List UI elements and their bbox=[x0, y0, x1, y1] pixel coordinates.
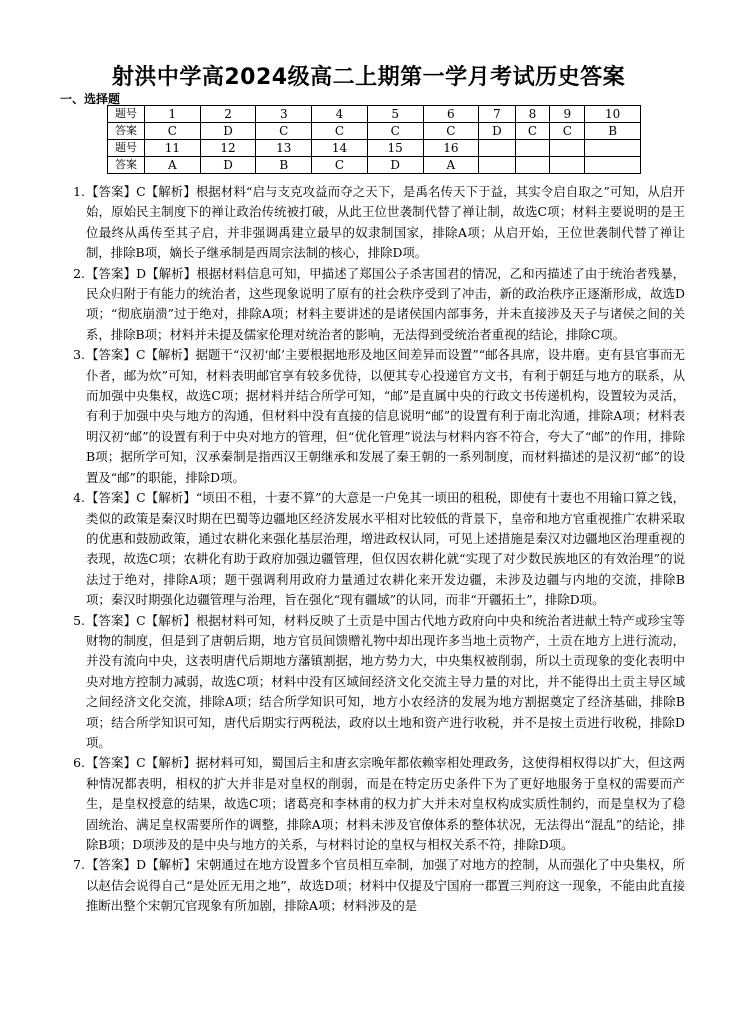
table-cell: D bbox=[200, 157, 256, 174]
table-cell: 5 bbox=[367, 106, 423, 123]
table-cell: D bbox=[200, 123, 256, 140]
item-number: 3. bbox=[73, 347, 85, 363]
table-row bbox=[108, 106, 641, 123]
item-text: 【答案】D【解析】根据材料信息可知，甲描述了郑国公子杀害国君的情况，乙和丙描述了由于统治者残暴，民众归附于有能力的统治者，这些现象说明了原有的社会秩序受到了冲击，新的政治秩序正逐渐形成，故选D项；“彻底崩溃”过于绝对，排除A项；材料主要讲述的是诸侯国内部事务，并未直接涉及天子与诸侯之间的关系，排除B项；材料并未提及儒家伦理对统治者的影响，无法得到受统治者重视的结论，排除C项。 bbox=[86, 265, 685, 342]
table-cell: 11 bbox=[145, 140, 201, 157]
table-cell: A bbox=[145, 157, 201, 174]
table-cell: 7 bbox=[479, 106, 515, 123]
table-cell: 14 bbox=[312, 140, 368, 157]
table-cell: A bbox=[423, 157, 479, 174]
table-row bbox=[108, 157, 641, 174]
item-text: 【答案】C【解析】据材料可知，蜀国后主和唐玄宗晚年都依赖宰相处理政务，这使得相权得以扩大，但这两种情况都表明，相权的扩大并非是对皇权的削弱，而是在特定历史条件下为了更好地服务于皇权的需要而产生，是皇权授意的结果，故选C项；诸葛亮和李林甫的权力扩大并未对皇权构成实质性制约，而是皇权为了稳固统治、满足皇权需要所作的调整，排除A项；材料未涉及官僚体系的整体状况，无法得出“混乱”的结论，排除B项；D项涉及的是中央与地方的关系，与材料讨论的皇权与相权关系不符，排除D项。 bbox=[86, 755, 685, 852]
item-number: 5. bbox=[73, 612, 85, 628]
table-cell: C bbox=[312, 123, 368, 140]
table-cell bbox=[515, 140, 550, 157]
item-number: 7. bbox=[73, 857, 85, 873]
table-cell: 16 bbox=[423, 140, 479, 157]
table-cell: C bbox=[367, 123, 423, 140]
table-cell bbox=[515, 157, 550, 174]
answer-item bbox=[60, 611, 685, 754]
item-number: 2. bbox=[73, 265, 85, 281]
table-cell: 15 bbox=[367, 140, 423, 157]
item-text: 【答案】C【解析】“顷田不租，十妻不算”的大意是一户免其一顷田的租税，即使有十妻也不用输口算之钱，类似的政策是秦汉时期在巴蜀等边疆地区经济发展水平相对比较低的背景下，皇帝和地方官重视推广农耕采取的优惠和鼓励政策，通过农耕化来强化基层治理，增进政权认同，可见上述措施是秦汉对边疆地区治理重视的表现，故选C项；农耕化有助于政府加强边疆管理，但仅因农耕化就“实现了对少数民族地区的有效治理”的说法过于绝对，排除A项；题干强调利用政府力量通过农耕化来开发边疆，未涉及边疆与内地的交流，排除B项；秦汉时期强化边疆管理与治理，旨在强化“现有疆域”的认同，而非“开疆拓土”，排除D项。 bbox=[86, 490, 685, 608]
table-cell bbox=[585, 140, 641, 157]
table-cell: D bbox=[479, 123, 515, 140]
item-text: 【答案】D【解析】宋朝通过在地方设置多个官员相互牵制，加强了对地方的控制，从而强化了中央集权，所以赵佶会说得自己“是处匠无用之地”，故选D项；材料中仅提及宁国府一郡置三判府这一现象，不能由此直接推断出整个宋朝冗官现象有所加剧，排除A项；材料涉及的是 bbox=[86, 857, 685, 914]
table-cell: 8 bbox=[515, 106, 550, 123]
table-cell: 3 bbox=[256, 106, 312, 123]
table-cell bbox=[550, 140, 585, 157]
item-number: 4. bbox=[73, 490, 85, 506]
answer-item bbox=[60, 182, 685, 264]
answer-item bbox=[60, 855, 685, 916]
table-cell: 9 bbox=[550, 106, 585, 123]
table-cell: 6 bbox=[423, 106, 479, 123]
item-text: 【答案】C【解析】据题干“汉初‘邮’主要根据地形及地区间差异而设置”“邮各具席，设井磨。吏有县官事而无仆者，邮为炊”可知，材料表明邮官享有较多优待，以便其专心投递官方文书，有利于朝廷与地方的联系，从而加强中央集权，故选C项；据材料并结合所学可知，“邮”是直属中央的行政文书传递机构，设置较为灵活，有利于加强中央与地方的沟通，但材料中没有直接的信息说明“邮”的设置有利于南北沟通，排除A项；材料表明汉初“邮”的设置有利于中央对地方的管理，但“优化管理”说法与材料内容不符合，夸大了“邮”的作用，排除B项；据所学可知，汉承秦制是指西汉王朝继承和发展了秦王朝的一系列制度，而材料描述的是汉初“邮”的设置及“邮”的职能，排除D项。 bbox=[86, 347, 685, 485]
table-cell: 1 bbox=[145, 106, 201, 123]
section-heading: 一、选择题 bbox=[60, 92, 121, 106]
table-cell: C bbox=[515, 123, 550, 140]
item-text: 【答案】C【解析】根据材料“启与支克攻益而夺之天下，是禹名传天下于益，其实令启自取之”可知，从启开始，原始民主制度下的禅让政治传统被打破，从此王位世袭制代替了禅让制，故选C项；材料主要说明的是王位最终从禹传至其子启，并非强调禹建立最早的奴隶制国家，排除A项；从启开始，王位世袭制代替了禅让制，排除B项，嫡长子继承制是西周宗法制的核心，排除D项。 bbox=[86, 184, 685, 261]
table-cell: C bbox=[550, 123, 585, 140]
table-row bbox=[108, 140, 641, 157]
table-row bbox=[108, 123, 641, 140]
table-cell bbox=[550, 157, 585, 174]
table-cell: D bbox=[367, 157, 423, 174]
item-number: 1. bbox=[73, 184, 85, 199]
table-cell: C bbox=[256, 123, 312, 140]
table-cell bbox=[585, 157, 641, 174]
table-cell: C bbox=[423, 123, 479, 140]
row-label: 答案 bbox=[108, 123, 145, 140]
row-label: 答案 bbox=[108, 157, 145, 174]
table-cell bbox=[479, 140, 515, 157]
table-cell: 4 bbox=[312, 106, 368, 123]
item-text: 【答案】C【解析】根据材料可知，材料反映了土贡是中国古代地方政府向中央和统治者进献土特产或珍宝等财物的制度，但是到了唐朝后期，地方官员间馈赠礼物中却出现许多当地土贡物产，土贡在地方上进行流动，并没有流向中央，这表明唐代后期地方藩镇割据，地方势力大，中央集权被削弱，所以土贡现象的变化表明中央对地方控制力减弱，故选C项；材料中没有区域间经济文化交流主导力量的对比，并不能得出土贡主导区域之间经济文化交流，排除A项；结合所学知识可知，地方小农经济的发展为地方割据奠定了经济基础，排除B项；结合所学知识可知，唐代后期实行两税法，政府以土地和资产进行收税，并不是按土贡进行收税，排除D项。 bbox=[86, 612, 685, 750]
answer-item bbox=[60, 264, 685, 346]
table-cell bbox=[479, 157, 515, 174]
answer-table bbox=[107, 105, 641, 174]
page-title: 射洪中学高2024级高二上期第一学月考试历史答案 bbox=[111, 65, 626, 90]
table-cell: C bbox=[312, 157, 368, 174]
table-cell: 12 bbox=[200, 140, 256, 157]
table-cell: B bbox=[256, 157, 312, 174]
item-number: 6. bbox=[73, 755, 85, 771]
row-label: 题号 bbox=[108, 140, 145, 157]
row-label: 题号 bbox=[108, 106, 145, 123]
answer-explanations bbox=[60, 182, 685, 917]
answer-item bbox=[60, 488, 685, 610]
table-cell: B bbox=[585, 123, 641, 140]
table-cell: 2 bbox=[200, 106, 256, 123]
table-cell: 13 bbox=[256, 140, 312, 157]
answer-item bbox=[60, 345, 685, 488]
table-cell: C bbox=[145, 123, 201, 140]
table-cell: 10 bbox=[585, 106, 641, 123]
answer-item bbox=[60, 753, 685, 855]
